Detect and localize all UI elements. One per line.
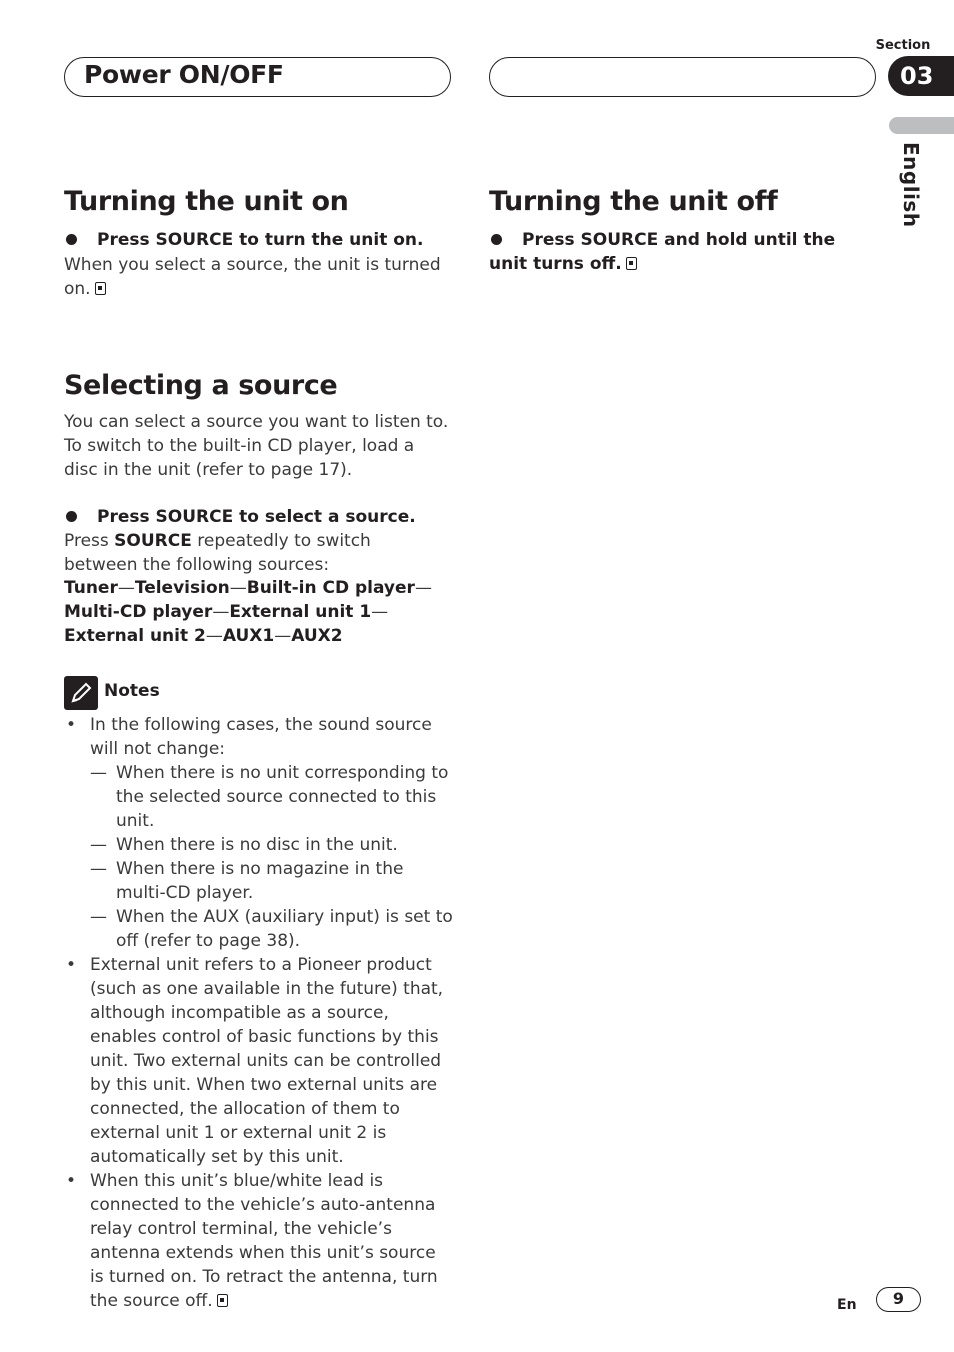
bullet-icon: •: [66, 715, 77, 735]
select-source-body: [64, 529, 449, 577]
list-item: [64, 713, 454, 761]
header-empty-frame: [489, 57, 876, 97]
list-item: [64, 905, 454, 953]
language-tab: [889, 117, 954, 134]
source-keyword: SOURCE: [114, 531, 192, 551]
source-item: AUX1: [222, 626, 275, 646]
list-item: [64, 1169, 454, 1313]
note-text: In the following cases, the sound source will not change:: [90, 715, 432, 759]
step-turn-off: [489, 228, 874, 276]
heading-selecting-source: Selecting a source: [64, 370, 338, 401]
select-source-intro: You can select a source you want to listen to. To switch to the built-in CD player, load a disc in the unit (refer to page 17).: [64, 412, 449, 480]
dash-icon: —: [90, 835, 107, 855]
body-suffix: repeatedly to switch between the following sources:: [64, 531, 371, 575]
list-item: [64, 953, 454, 1169]
language-label: English: [899, 142, 923, 228]
body-text: When you select a source, the unit is turned on.: [64, 255, 441, 299]
bullet-icon: •: [66, 955, 77, 975]
source-item: External unit 2: [64, 626, 206, 646]
source-item: AUX2: [291, 626, 343, 646]
source-item: Built-in CD player: [246, 578, 415, 598]
heading-turning-on: Turning the unit on: [64, 186, 349, 217]
end-mark-icon: [95, 282, 106, 295]
source-item: Tuner: [64, 578, 118, 598]
step-text: Press SOURCE and hold until the unit turns off.: [489, 230, 836, 274]
dash-icon: —: [90, 763, 107, 783]
list-item: [64, 761, 454, 833]
bullet-dot-icon: [491, 234, 502, 245]
page-title: Power ON/OFF: [84, 60, 284, 89]
bullet-dot-icon: [66, 511, 77, 522]
source-sequence: [64, 576, 449, 648]
body-prefix: Press: [64, 531, 115, 551]
source-separator: —: [117, 578, 135, 598]
step-text: Press SOURCE to select a source.: [97, 507, 416, 527]
footer-language-code: En: [837, 1297, 857, 1313]
source-separator: —: [229, 578, 247, 598]
section-label: Section: [875, 38, 931, 53]
source-separator: —: [371, 602, 389, 622]
source-separator: —: [274, 626, 292, 646]
list-item: [64, 833, 454, 857]
bullet-dot-icon: [66, 234, 77, 245]
step-text: Press SOURCE to turn the unit on.: [97, 230, 424, 250]
list-item: [64, 857, 454, 905]
step-select-source: [64, 505, 454, 529]
source-separator: —: [212, 602, 230, 622]
source-item: Television: [134, 578, 230, 598]
heading-turning-off: Turning the unit off: [489, 186, 778, 217]
turn-on-body: [64, 253, 449, 301]
note-text: When the AUX (auxiliary input) is set to off (refer to page 38).: [116, 907, 453, 951]
notes-pencil-icon: [64, 676, 98, 710]
note-text: When there is no disc in the unit.: [116, 835, 398, 855]
note-text: External unit refers to a Pioneer product (such as one available in the future) that, although incompatible as a source, enables control of basic functions by this unit. Two external units can be controlled by this unit. When two external units are connected, the allocation of them to external unit 1 or external unit 2 is automatically set by this unit.: [90, 955, 444, 1167]
bullet-icon: •: [66, 1171, 77, 1191]
end-mark-icon: [217, 1294, 228, 1307]
source-separator: —: [414, 578, 432, 598]
note-text: When this unit’s blue/white lead is connected to the vehicle’s auto-antenna relay control terminal, the vehicle’s antenna extends when this unit’s source is turned on. To retract the antenna, turn the source off.: [90, 1171, 438, 1311]
notes-label: Notes: [104, 681, 160, 701]
note-text: When there is no unit corresponding to the selected source connected to this unit.: [116, 763, 449, 831]
end-mark-icon: [626, 257, 637, 270]
notes-list: [64, 713, 454, 1313]
source-item: Multi-CD player: [64, 602, 213, 622]
source-item: External unit 1: [229, 602, 372, 622]
section-number-tab: 03: [888, 56, 954, 96]
page-number: 9: [876, 1287, 921, 1312]
note-text: When there is no magazine in the multi-CD player.: [116, 859, 404, 903]
step-turn-on: [64, 228, 454, 252]
source-separator: —: [205, 626, 223, 646]
dash-icon: —: [90, 859, 107, 879]
dash-icon: —: [90, 907, 107, 927]
